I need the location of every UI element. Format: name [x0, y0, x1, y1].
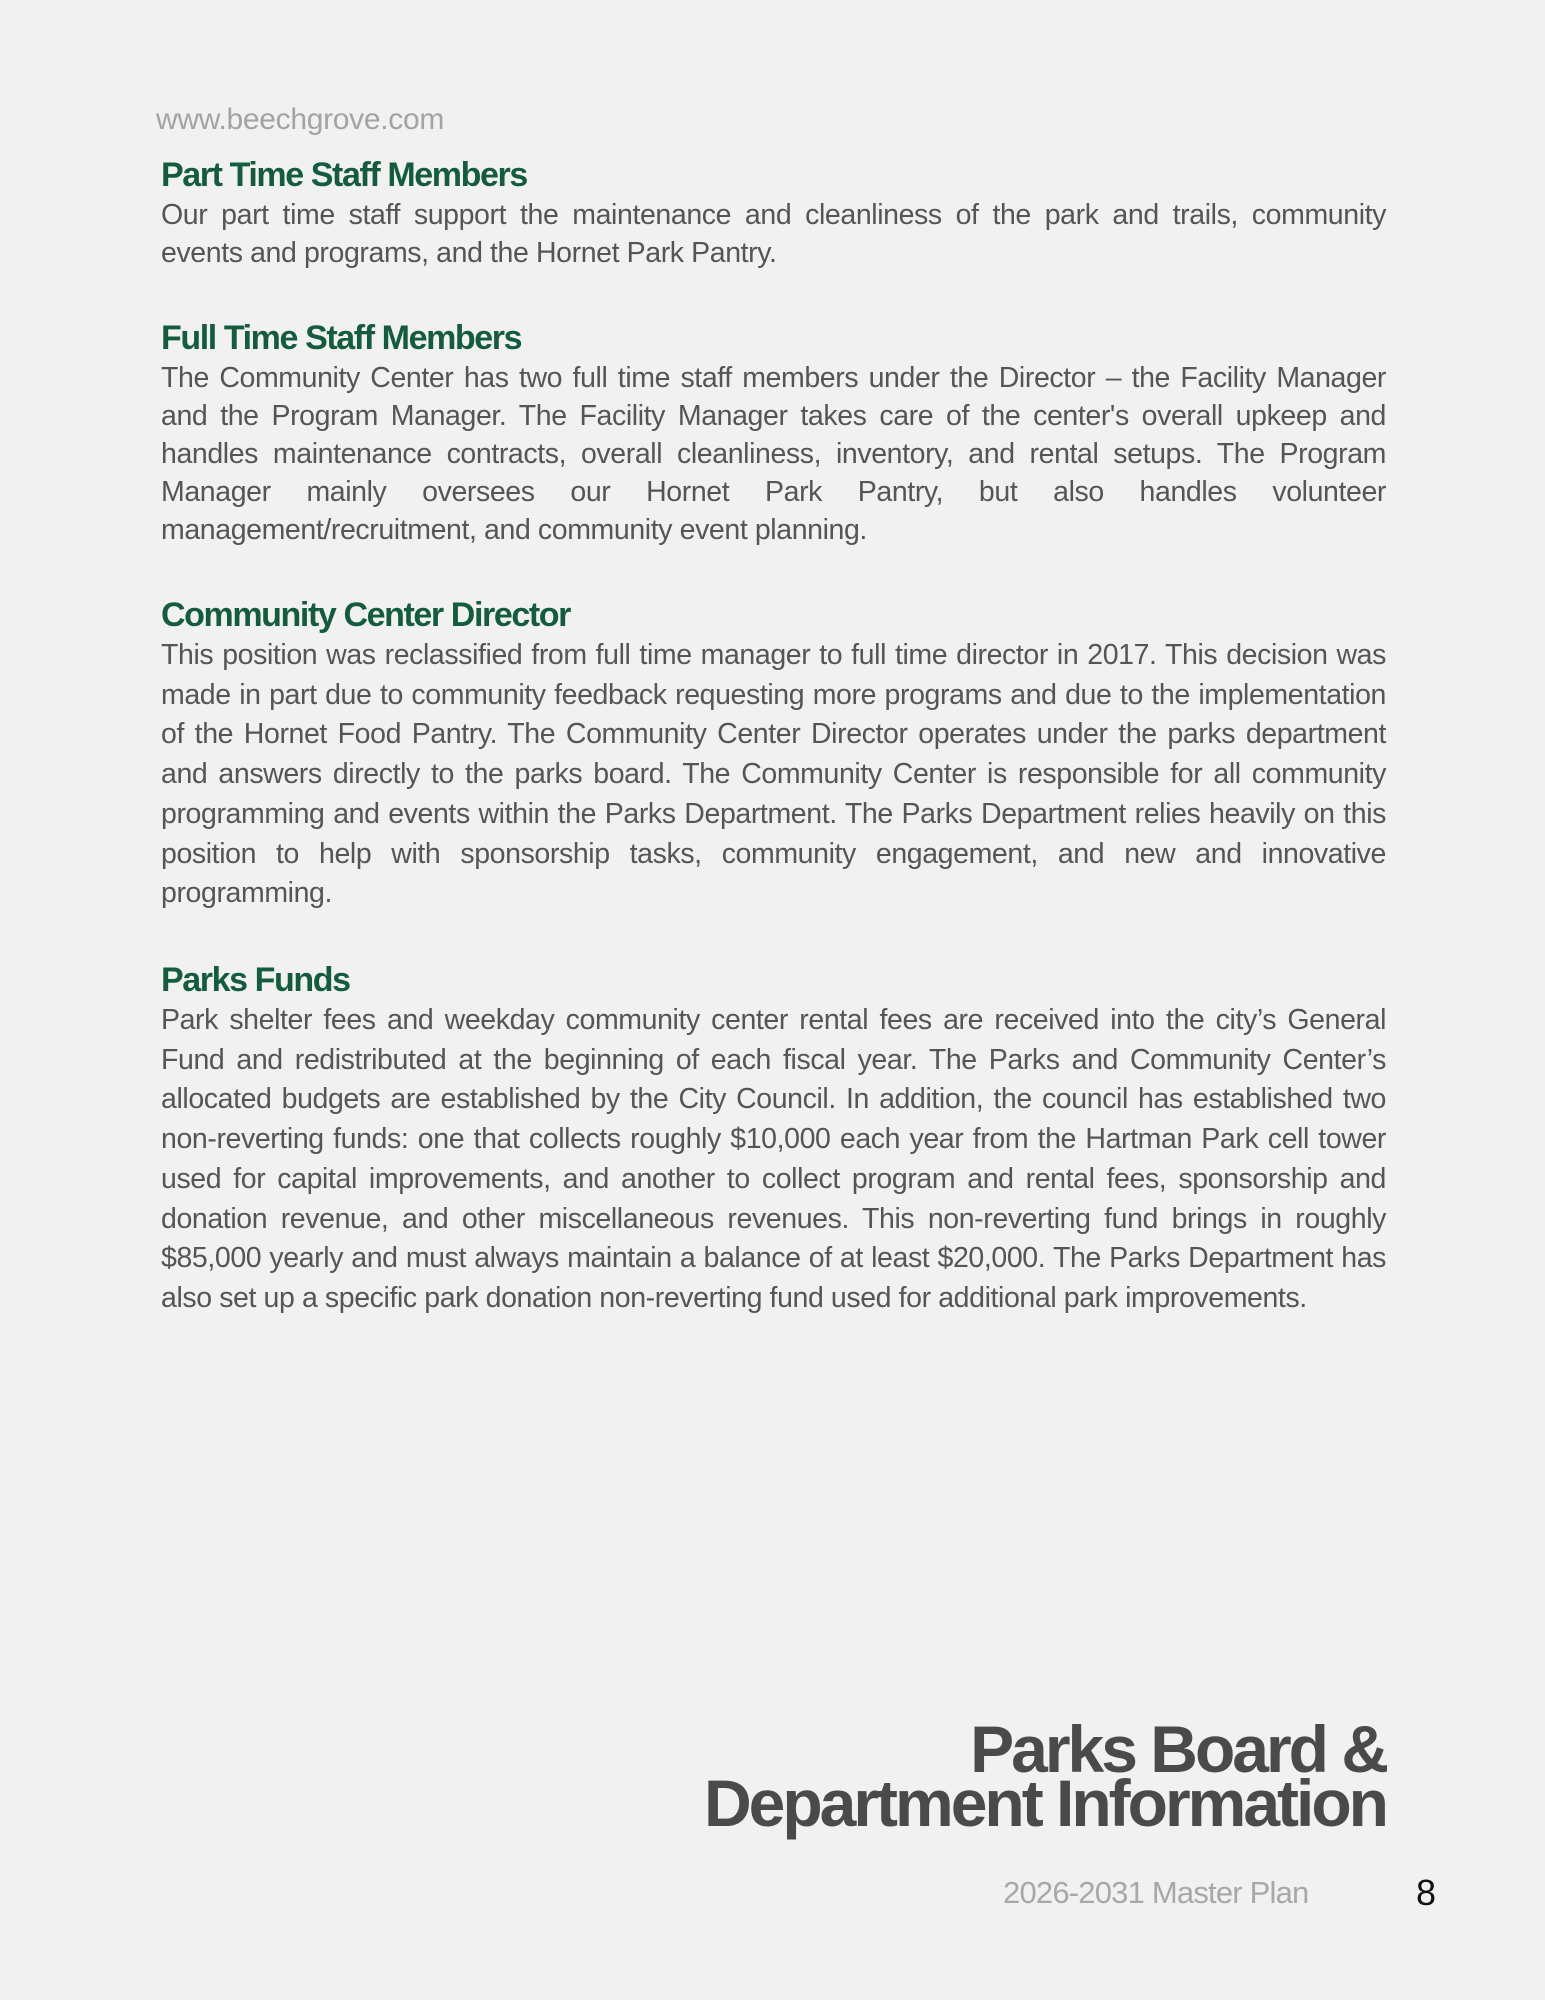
section-community-center-director [161, 594, 1386, 914]
section-heading: Community Center Director [161, 596, 570, 634]
section-body: Our part time staff support the maintenance and cleanliness of the park and trails, community events and programs, and the Hornet Park Pantry. [161, 199, 1386, 269]
section-heading: Full Time Staff Members [161, 319, 522, 357]
section-parks-funds [161, 959, 1386, 1319]
section-heading: Part Time Staff Members [161, 156, 527, 194]
section-body: This position was reclassified from full time manager to full time director in 2017. This decision was made in part due to community feedback requesting more programs and due to the implementation of the Hornet Food Pantry. The Community Center Director operates under the parks department and answers directly to the parks board. The Community Center is responsible for all community programming and events within the Parks Department. The Parks Department relies heavily on this position to help with sponsorship tasks, community engagement, and new and innovative programming. [161, 639, 1386, 910]
section-body: Park shelter fees and weekday community center rental fees are received into the city’s General Fund and redistributed at the beginning of each fiscal year. The Parks and Community Center’s allocated budgets are established by the City Council. In addition, the council has established two non-reverting funds: one that collects roughly $10,000 each year from the Hartman Park cell tower used for capital improvements, and another to collect program and rental fees, sponsorship and donation revenue, and other miscellaneous revenues. This non-reverting fund brings in roughly $85,000 yearly and must always maintain a balance of at least $20,000. The Parks Department has also set up a specific park donation non-reverting fund used for additional park improvements. [161, 1004, 1386, 1314]
website-url: www.beechgrove.com [156, 103, 445, 136]
section-heading: Parks Funds [161, 961, 350, 999]
chapter-title [703, 1712, 1386, 1840]
section-body: The Community Center has two full time staff members under the Director – the Facility Manager and the Program Manager. The Facility Manager takes care of the center's overall upkeep and handles maintenance contracts, overall cleanliness, inventory, and rental setups. The Program Manager mainly oversees our Hornet Park Pantry, but also handles volunteer management/recruitment, and community event planning. [161, 362, 1386, 546]
footer-plan-label: 2026-2031 Master Plan [1003, 1875, 1309, 1910]
chapter-title-line-2: Department Information [703, 1766, 1386, 1840]
section-part-time-staff [161, 154, 1386, 272]
page-number: 8 [1416, 1872, 1437, 1913]
section-full-time-staff [161, 317, 1386, 549]
chapter-title-line-1: Parks Board & [970, 1712, 1386, 1786]
